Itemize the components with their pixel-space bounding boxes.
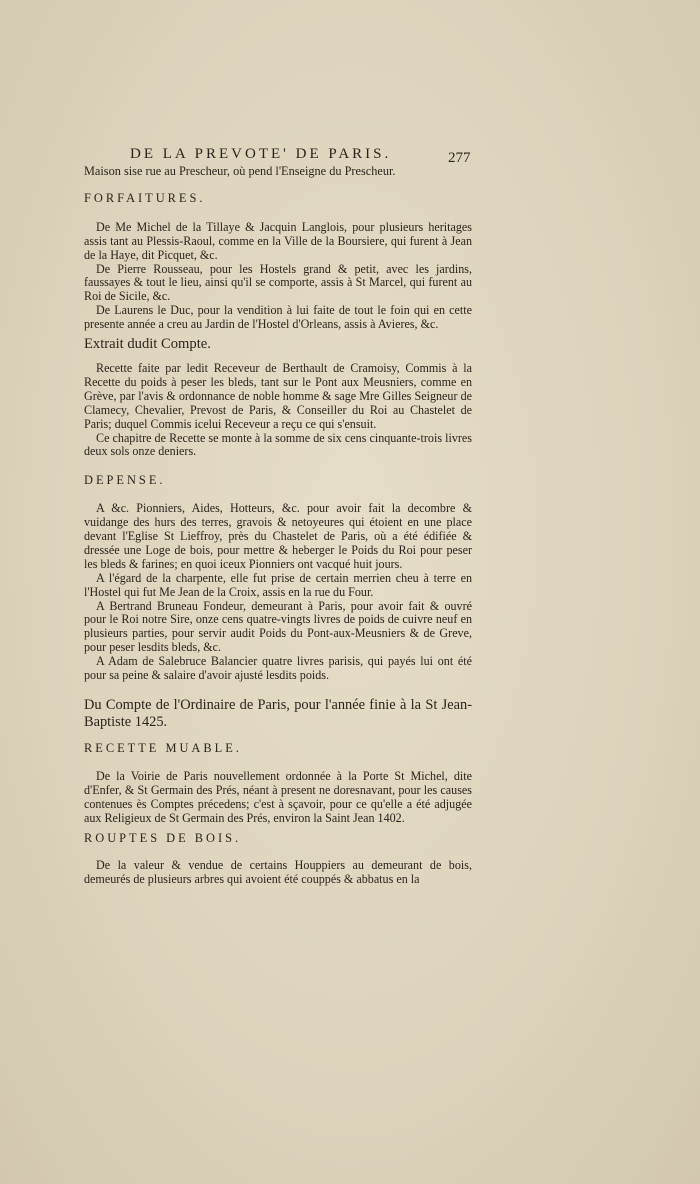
compte-heading: Du Compte de l'Ordinaire de Paris, pour l'année finie à la St Jean-Baptiste 1425. xyxy=(84,697,472,730)
recette-muable-heading: RECETTE MUABLE. xyxy=(84,741,242,755)
paragraph-bruneau: A Bertrand Bruneau Fondeur, demeurant à Paris, pour avoir fait & ouvré pour le Roi notre Sire, onze cens quatre-vingts livres de poids de cuivre neuf en plusieurs parties, pour servir audit Poids du Pont-aux-Meusniers & de Greve, pour peser lesdits bleds, &c. xyxy=(84,598,472,655)
paragraph-recette-cramoisy: Recette faite par ledit Receveur de Berthault de Cramoisy, Commis à la Recette du poids à peser les bleds, tant sur le Pont aux Meusniers, comme en Grève, par l'avis & ordonnance de noble homme & sage Mre Gilles Seigneur de Clamecy, Chevalier, Prevost de Paris, & Conseiller du Roi au Chastelet de Paris; duquel Commis icelui Receveur a reçu ce qui s'ensuit. xyxy=(84,360,472,431)
paragraph-pionniers: A &c. Pionniers, Aides, Hotteurs, &c. pour avoir fait la decombre & vuidange des hurs des terres, gravois & netoyeures qui étoient en une place devant l'Eglise St Lieffroy, près du Chastelet de Paris, où a été édifiée & dressée une Loge de bois, pour mettre & heberger le Poids du Roi pour peser les bleds & farines; en quoi iceux Pionniers ont vacqué huit jours. xyxy=(84,501,472,571)
paragraph-houppiers: De la valeur & vendue de certains Houppiers au demeurant de bois, demeurés de plusieurs arbres qui avoient été couppés & abbatus en la xyxy=(84,858,472,887)
rouptes-heading: ROUPTES DE BOIS. xyxy=(84,830,242,845)
maison-line: Maison sise rue au Prescheur, où pend l'Enseigne du Prescheur. xyxy=(84,164,396,178)
page-number: 277 xyxy=(448,150,471,166)
depense-heading: DEPENSE. xyxy=(84,473,166,488)
paragraph-voirie: De la Voirie de Paris nouvellement ordonnée à la Porte St Michel, dite d'Enfer, & St Germain des Prés, néant à present ne doresnavant, pour les causes contenues ès Comptes précedens; c'est à sçavoir, pour ce qu'elle a été adjugée aux Religieux de St Germain des Prés, environ la Saint Jean 1402. xyxy=(84,768,472,825)
paragraph-laurens: De Laurens le Duc, pour la vendition à lui faite de tout le foin qui en cette presente année a creu au Jardin de l'Hostel d'Orleans, assis à Avieres, &c. xyxy=(84,303,472,332)
forfaitures-heading: FORFAITURES. xyxy=(84,190,206,205)
running-title: DE LA PREVOTE' DE PARIS. xyxy=(130,146,392,162)
paragraph-charpente: A l'égard de la charpente, elle fut prise de certain merrien cheu à terre en l'Hostel qui fut Me Jean de la Croix, assis en la rue du Four. xyxy=(84,570,472,599)
paragraph-tillaye: De Me Michel de la Tillaye & Jacquin Langlois, pour plusieurs heritages assis tant au Plessis-Raoul, comme en la Ville de la Boursiere, qui furent à Jean de la Haye, dit Picquet, &c. xyxy=(84,219,472,262)
paragraph-rousseau: De Pierre Rousseau, pour les Hostels grand & petit, avec les jardins, faussayes & tout le lieu, ainsi qu'il se comporte, assis à St Marcel, qui furent au Roi de Sicile, &c. xyxy=(84,261,472,304)
extrait-heading: Extrait dudit Compte. xyxy=(84,336,211,353)
paragraph-chapitre-somme: Ce chapitre de Recette se monte à la somme de six cens cinquante-trois livres deux sols onze deniers. xyxy=(84,430,472,459)
text-column xyxy=(84,165,472,887)
paragraph-salebruce: A Adam de Salebruce Balancier quatre livres parisis, qui payés lui ont été pour sa peine & salaire d'avoir ajusté lesdits poids. xyxy=(84,654,472,683)
